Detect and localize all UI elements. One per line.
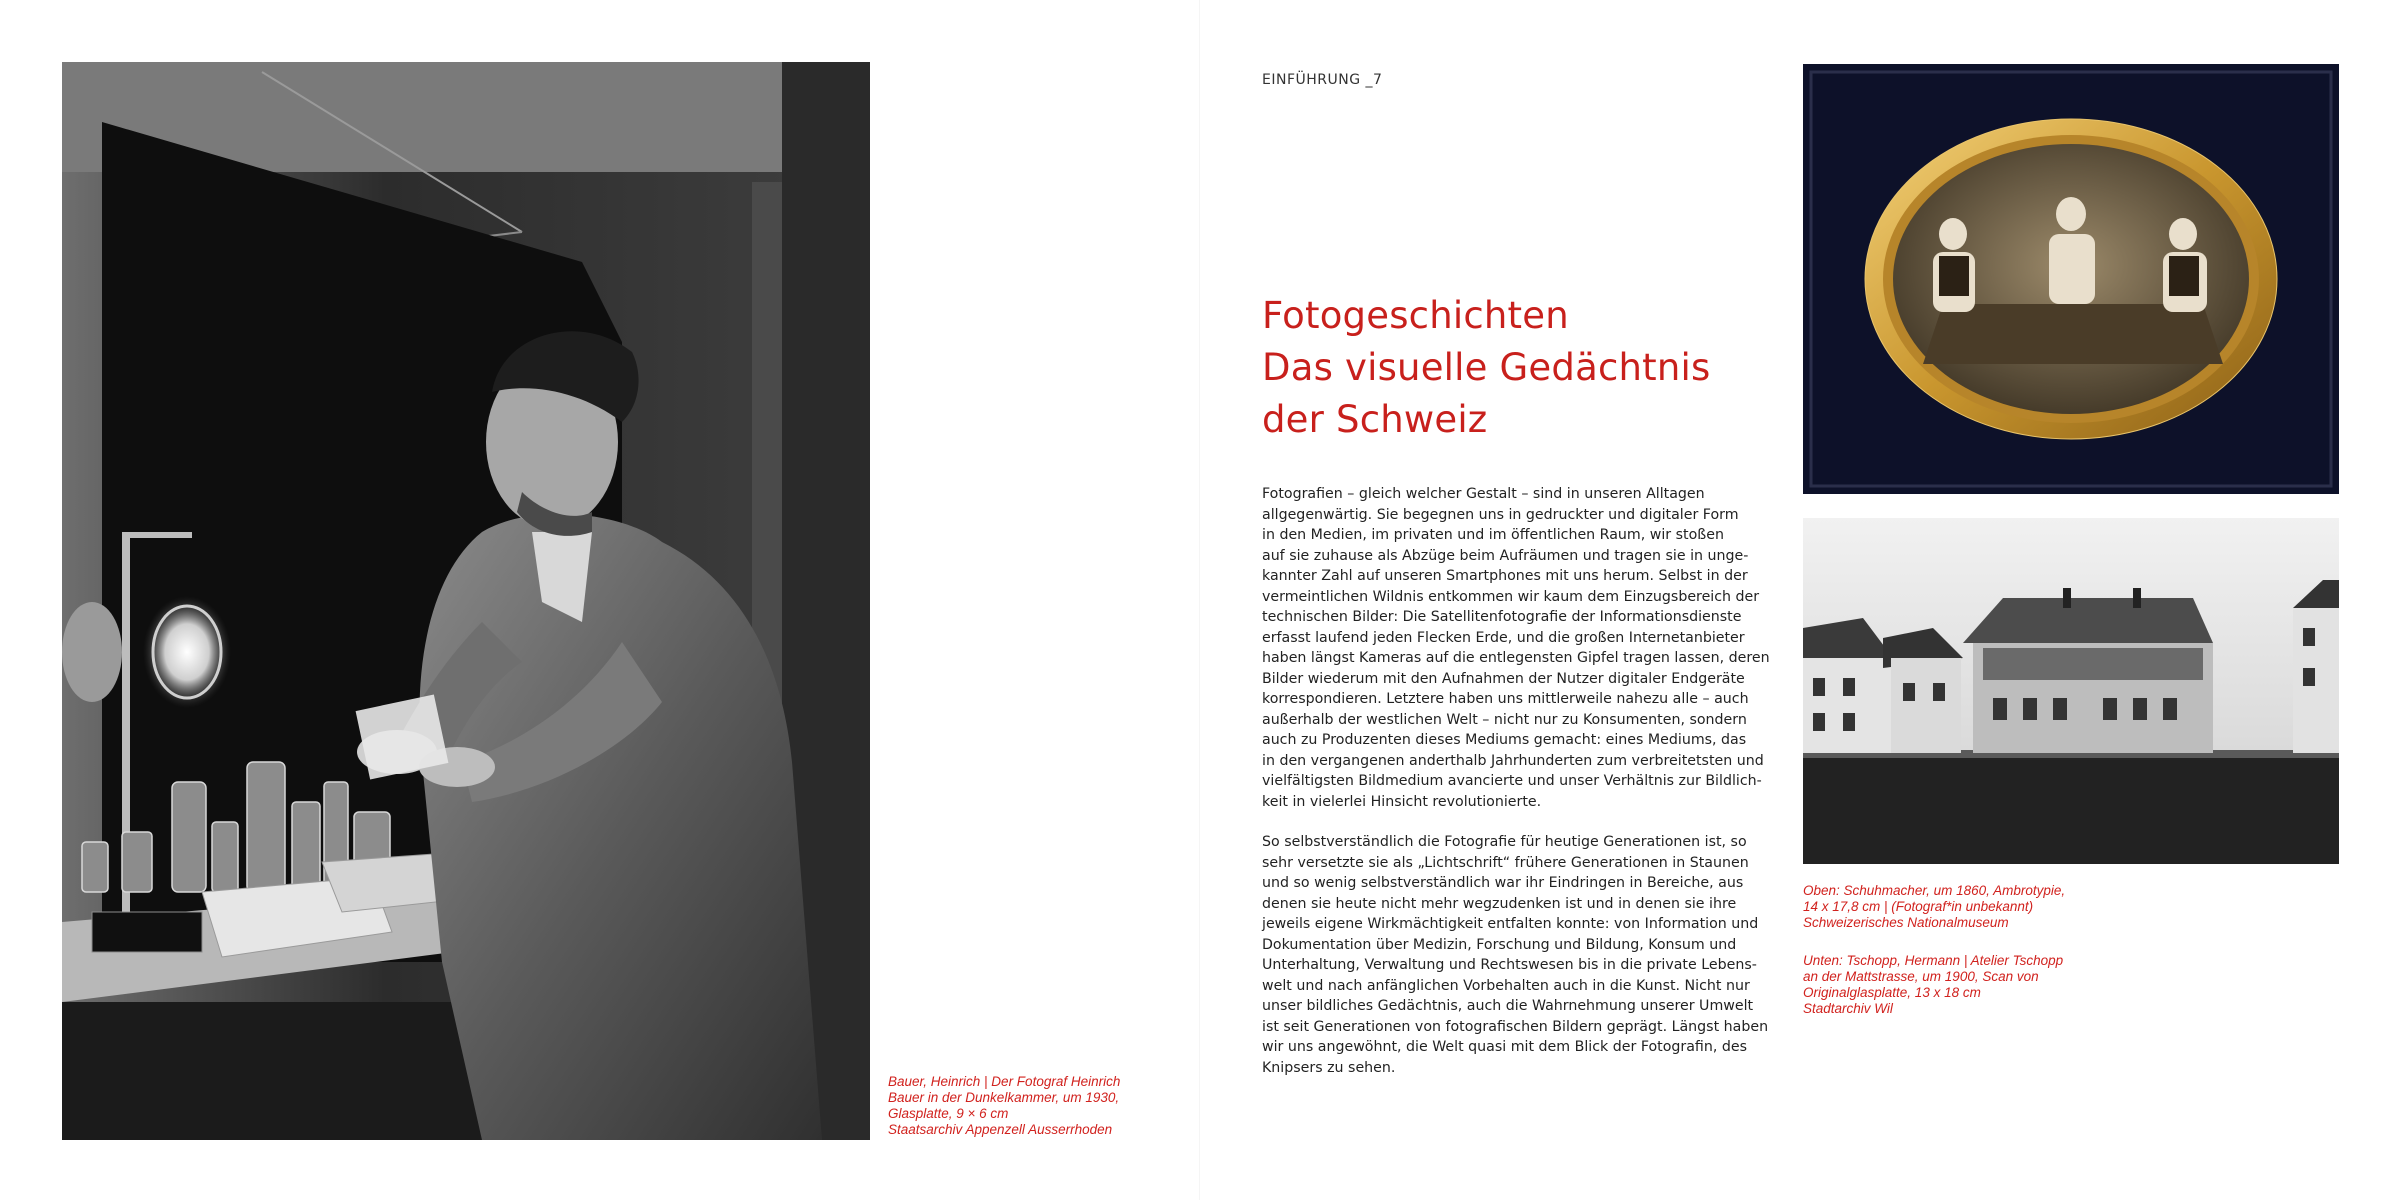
text-line: Knipsers zu sehen. bbox=[1262, 1059, 1396, 1076]
caption-line: Stadtarchiv Wil bbox=[1803, 1001, 1893, 1016]
caption-line: Unten: Tschopp, Hermann | Atelier Tschopp bbox=[1803, 953, 2064, 968]
text-line: auch zu Produzenten dieses Mediums gemacht: eines Mediums, das bbox=[1262, 732, 1747, 748]
text-line: sehr versetzte sie als „Lichtschrift“ frühere Generationen in Staunen bbox=[1262, 854, 1749, 871]
text-line: So selbstverständlich die Fotografie für heutige Generationen ist, so bbox=[1262, 834, 1747, 850]
running-head: EINFÜHRUNG _7 bbox=[1262, 72, 1383, 88]
text-line: in den vergangenen anderthalb Jahrhunderten zum verbreitetsten und bbox=[1262, 752, 1764, 769]
paragraph-1 bbox=[1262, 484, 1792, 812]
text-line: in den Medien, im privaten und im öffentlichen Raum, wir stoßen bbox=[1262, 527, 1724, 543]
text-line: vielfältigsten Bildmedium avancierte und unser Verhältnis zur Bildlich- bbox=[1262, 773, 1762, 789]
ambrotype-oval-photo bbox=[1803, 64, 2339, 494]
houses-illustration bbox=[1803, 518, 2339, 864]
caption-line: Originalglasplatte, 13 x 18 cm bbox=[1803, 985, 1981, 1000]
text-line: Unterhaltung, Verwaltung und Rechtswesen bis in die private Lebens- bbox=[1262, 957, 1757, 973]
title-line: Das visuelle Gedächtnis bbox=[1262, 346, 1711, 389]
title-line: der Schweiz bbox=[1262, 398, 1488, 441]
text-line: ist seit Generationen von fotografischen Bildern geprägt. Längst haben bbox=[1262, 1018, 1769, 1035]
houses-caption bbox=[1803, 953, 2243, 1017]
darkroom-photo-illustration bbox=[62, 62, 870, 1140]
paragraph-2 bbox=[1262, 832, 1792, 1078]
text-line: Dokumentation über Medizin, Forschung und Bildung, Konsum und bbox=[1262, 936, 1737, 953]
caption-line: Staatsarchiv Appenzell Ausserrhoden bbox=[888, 1122, 1113, 1137]
text-line: Bilder wiederum mit den Aufnahmen der Nutzer digitaler Endgeräte bbox=[1262, 670, 1745, 687]
text-line: außerhalb der westlichen Welt – nicht nur zu Konsumenten, sondern bbox=[1262, 711, 1747, 728]
text-line: auf sie zuhause als Abzüge beim Aufräumen und tragen sie in unge- bbox=[1262, 547, 1749, 564]
text-line: wir uns angewöhnt, die Welt quasi mit dem Blick der Fotografin, des bbox=[1262, 1039, 1748, 1055]
text-line: haben längst Kameras auf die entlegensten Gipfel tragen lassen, deren bbox=[1262, 650, 1770, 666]
caption-line: Schweizerisches Nationalmuseum bbox=[1803, 915, 2009, 930]
chapter-title bbox=[1262, 290, 1822, 446]
text-line: keit in vielerlei Hinsicht revolutionierte. bbox=[1262, 793, 1542, 810]
caption-line: Bauer in der Dunkelkammer, um 1930, bbox=[888, 1090, 1120, 1105]
text-line: technischen Bilder: Die Satellitenfotografie der Informationsdienste bbox=[1262, 609, 1742, 625]
title-line: Fotogeschichten bbox=[1262, 294, 1569, 337]
text-line: welt und nach anfänglichen Vorbehalten auch in die Kunst. Nicht nur bbox=[1262, 977, 1750, 994]
text-line: korrespondieren. Letztere haben uns mittlerweile nahezu alle – auch bbox=[1262, 691, 1749, 707]
darkroom-photographer-photo bbox=[62, 62, 870, 1140]
ambrotype-illustration bbox=[1803, 64, 2339, 494]
village-houses-photo bbox=[1803, 518, 2339, 864]
text-line: Fotografien – gleich welcher Gestalt – sind in unseren Alltagen bbox=[1262, 486, 1705, 502]
body-text bbox=[1262, 484, 1792, 1078]
caption-line: Bauer, Heinrich | Der Fotograf Heinrich bbox=[888, 1074, 1121, 1089]
text-line: denen sie heute nicht mehr wegzudenken ist und in denen sie ihre bbox=[1262, 895, 1737, 912]
ambrotype-caption bbox=[1803, 883, 2243, 931]
text-line: jeweils eigene Wirkmächtigkeit entfalten konnte: von Information und bbox=[1262, 916, 1759, 932]
text-line: und so wenig selbstverständlich war ihr Eindringen in Bereiche, aus bbox=[1262, 875, 1744, 891]
text-line: vermeintlichen Wildnis entkommen wir kaum dem Einzugsbereich der bbox=[1262, 588, 1760, 605]
caption-line: 14 x 17,8 cm | (Fotograf*in unbekannt) bbox=[1803, 899, 2034, 914]
main-photo-caption bbox=[888, 1074, 1188, 1138]
right-page bbox=[1200, 0, 2400, 1200]
text-line: unser bildliches Gedächtnis, auch die Wahrnehmung unserer Umwelt bbox=[1262, 998, 1754, 1014]
caption-line: Oben: Schuhmacher, um 1860, Ambrotypie, bbox=[1803, 883, 2066, 898]
text-line: allgegenwärtig. Sie begegnen uns in gedruckter und digitaler Form bbox=[1262, 506, 1739, 523]
text-line: kannter Zahl auf unseren Smartphones mit uns herum. Selbst in der bbox=[1262, 568, 1748, 584]
text-line: erfasst laufend jeden Flecken Erde, und die großen Internetanbieter bbox=[1262, 629, 1745, 646]
caption-line: an der Mattstrasse, um 1900, Scan von bbox=[1803, 969, 2039, 984]
caption-line: Glasplatte, 9 × 6 cm bbox=[888, 1106, 1009, 1121]
